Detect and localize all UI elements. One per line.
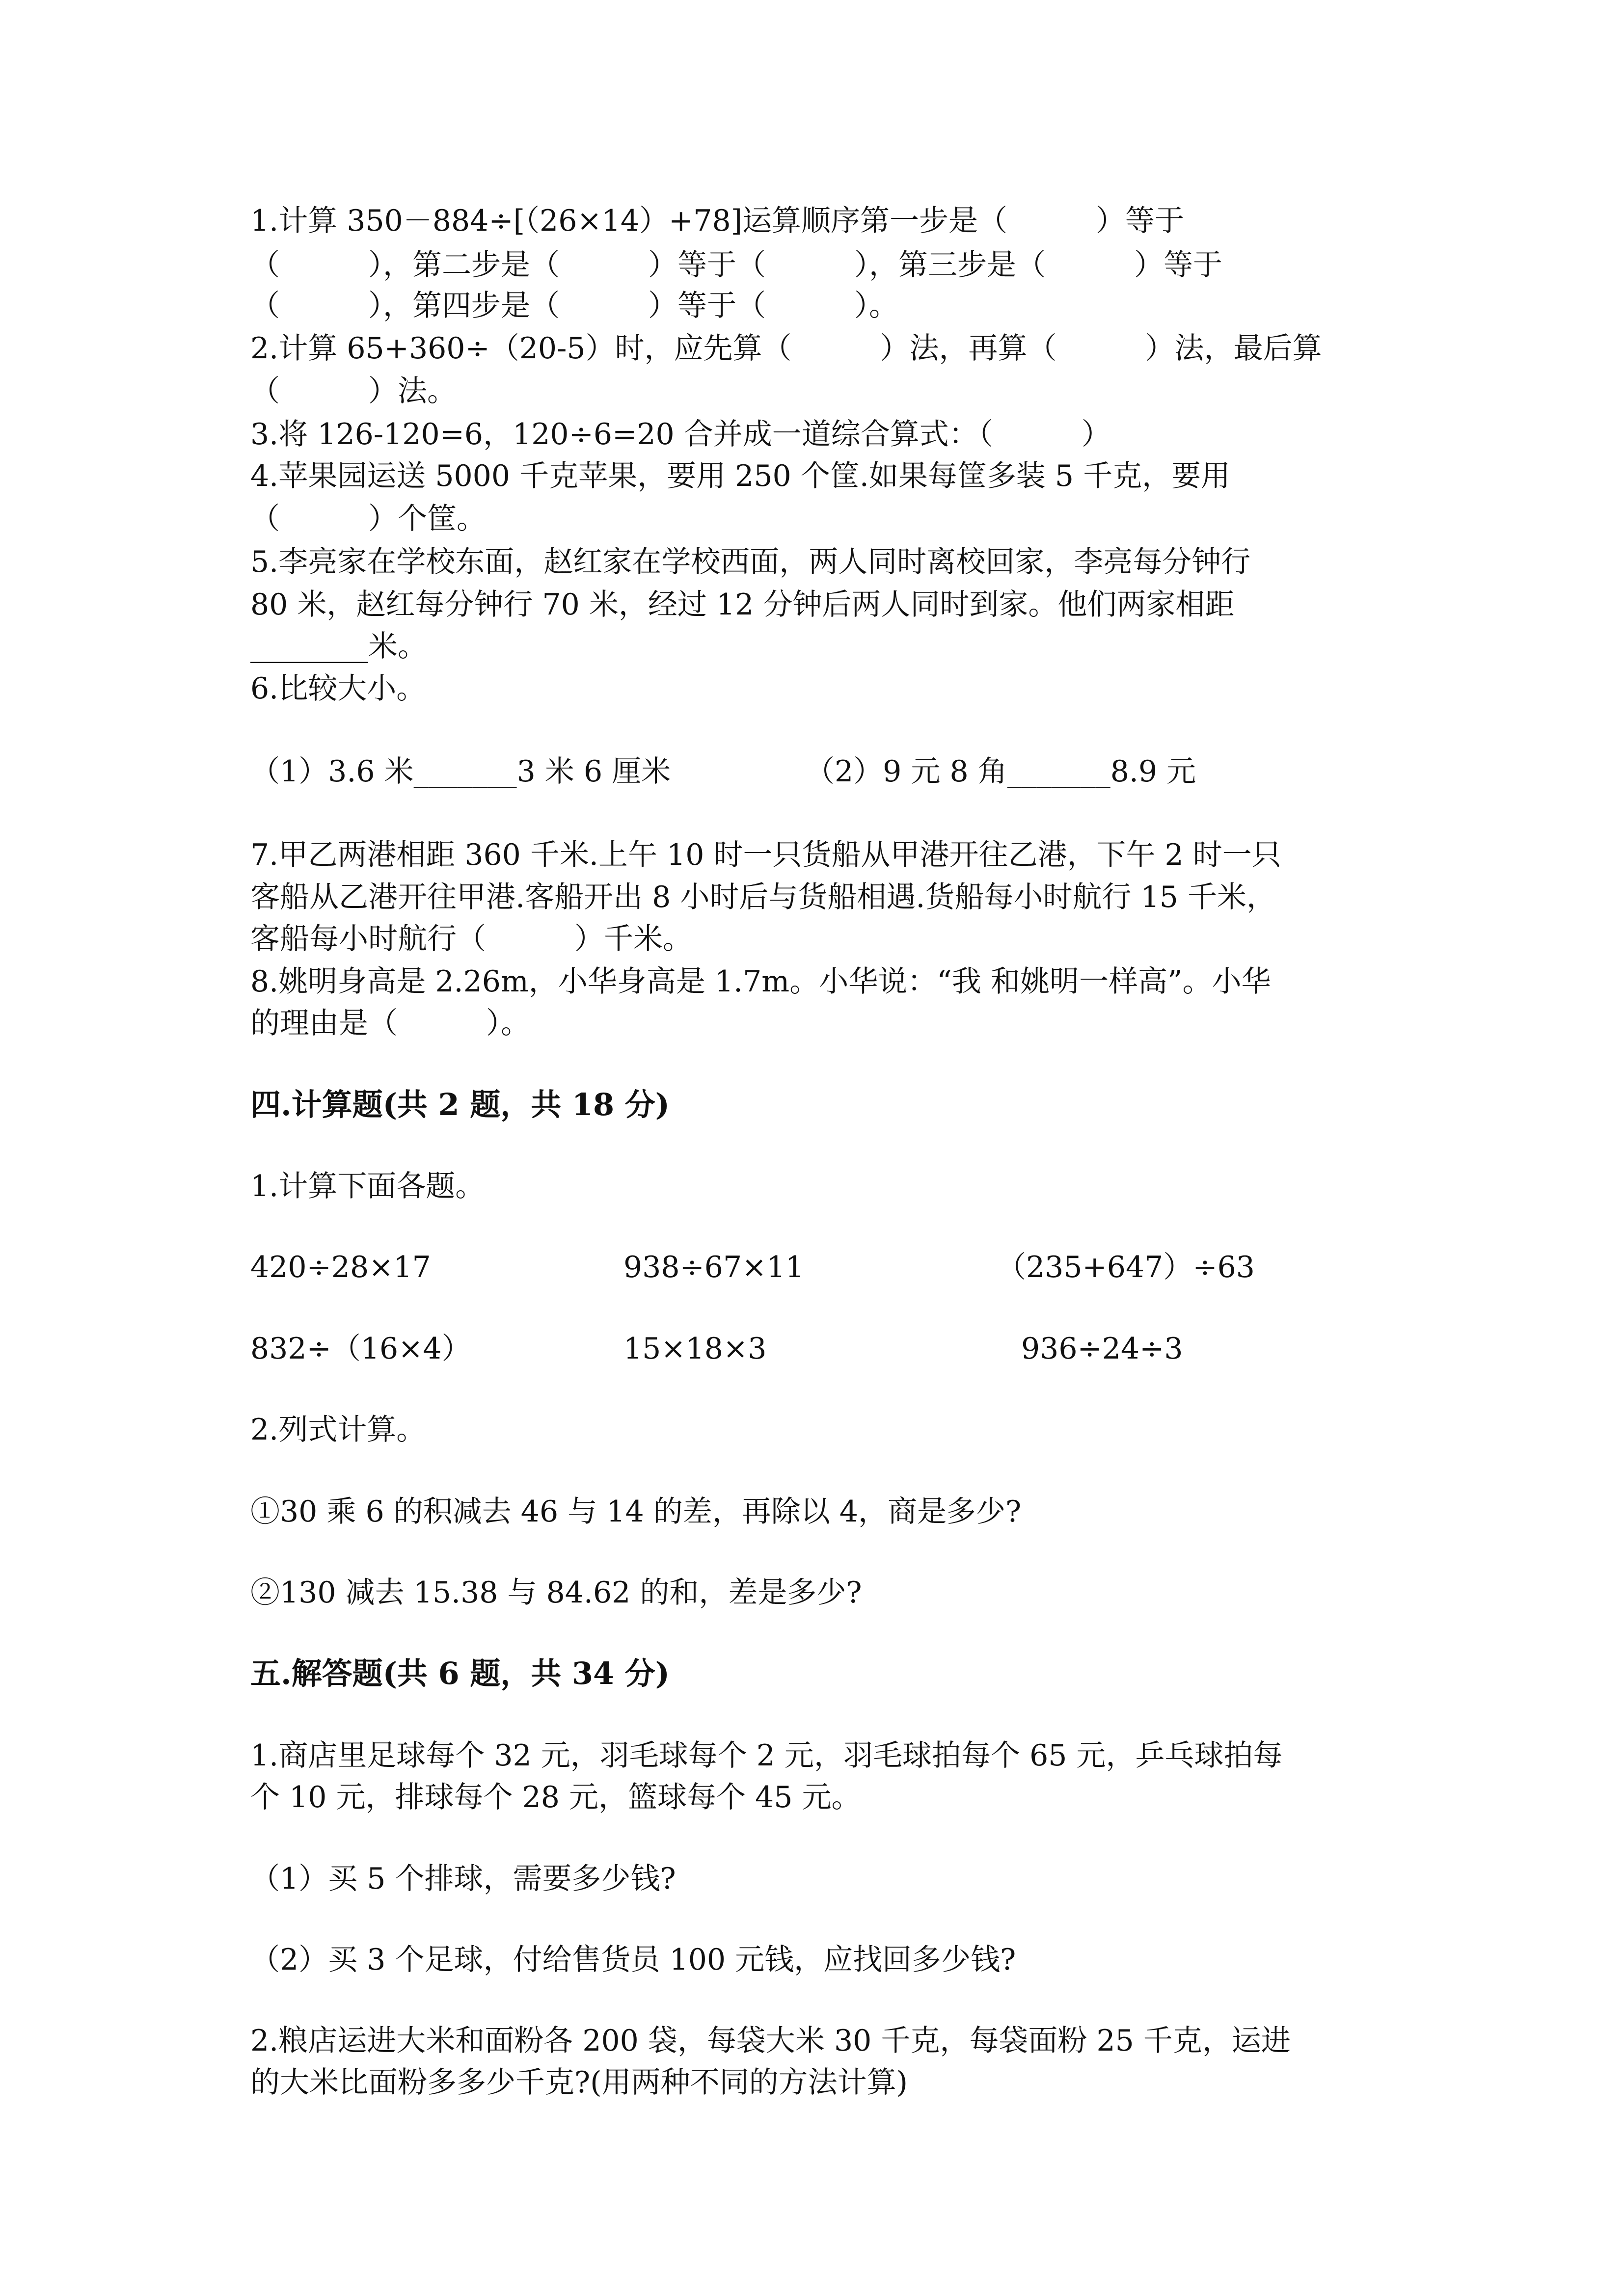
q6-stem: 6.比较大小。	[250, 671, 426, 706]
s4-q2-item-2: ②130 减去 15.38 与 84.62 的和，差是多少?	[250, 1575, 862, 1610]
q1-line-1: 1.计算 350－884÷[（26×14）+78]运算顺序第一步是（ ）等于	[250, 204, 1185, 238]
s5-q2-line-1: 2.粮店运进大米和面粉各 200 袋，每袋大米 30 千克，每袋面粉 25 千克，运进	[250, 2024, 1291, 2058]
q6-part-2: （2）9 元 8 角_______8.9 元	[805, 754, 1196, 789]
q5-line-2: 80 米，赵红每分钟行 70 米，经过 12 分钟后两人同时到家。他们两家相距	[250, 587, 1235, 622]
q6-part-1: （1）3.6 米_______3 米 6 厘米	[250, 754, 671, 789]
q8-line-2: 的理由是（ ）。	[250, 1006, 530, 1041]
s5-q1-line-1: 1.商店里足球每个 32 元，羽毛球每个 2 元，羽毛球拍每个 65 元，乒乓球拍每	[250, 1738, 1283, 1773]
s5-q2-line-2: 的大米比面粉多多少千克?(用两种不同的方法计算)	[250, 2065, 908, 2100]
q7-line-3: 客船每小时航行（ ）千米。	[250, 922, 692, 956]
q7-line-2: 客船从乙港开往甲港.客船开出 8 小时后与货船相遇.货船每小时航行 15 千米，	[250, 880, 1276, 914]
q1-line-3: （ ），第四步是（ ）等于（ ）。	[250, 289, 898, 323]
s4-q1-stem: 1.计算下面各题。	[250, 1169, 485, 1203]
q2-line-1: 2.计算 65+360÷（20-5）时，应先算（ ）法，再算（ ）法，最后算	[250, 331, 1322, 366]
q3-line-1: 3.将 126-120=6，120÷6=20 合并成一道综合算式：（ ）	[250, 417, 1111, 452]
s5-q1-line-2: 个 10 元，排球每个 28 元，篮球每个 45 元。	[250, 1780, 861, 1815]
s5-q1-part-2: （2）买 3 个足球，付给售货员 100 元钱，应找回多少钱?	[250, 1943, 1016, 1977]
s5-q1-part-1: （1）买 5 个排球，需要多少钱?	[250, 1862, 676, 1896]
s4-calc-1: 420÷28×17	[250, 1250, 431, 1284]
section-5-title: 五.解答题(共 6 题，共 34 分)	[250, 1655, 670, 1691]
s4-q2-item-1: ①30 乘 6 的积减去 46 与 14 的差，再除以 4，商是多少?	[250, 1495, 1022, 1529]
s4-q2-stem: 2.列式计算。	[250, 1413, 426, 1447]
section-4-title: 四.计算题(共 2 题，共 18 分)	[250, 1087, 670, 1122]
q8-line-1: 8.姚明身高是 2.26m，小华身高是 1.7m。小华说：“我 和姚明一样高”。小华	[250, 964, 1271, 999]
q5-line-3: ________米。	[250, 629, 427, 664]
q4-line-2: （ ）个筐。	[250, 502, 486, 536]
s4-calc-3: （235+647）÷63	[997, 1250, 1255, 1284]
q7-line-1: 7.甲乙两港相距 360 千米.上午 10 时一只货船从甲港开往乙港，下午 2 时一只	[250, 838, 1281, 872]
q1-line-2: （ ），第二步是（ ）等于（ ），第三步是（ ）等于	[250, 248, 1222, 282]
s4-calc-2: 938÷67×11	[623, 1250, 804, 1284]
q4-line-1: 4.苹果园运送 5000 千克苹果，要用 250 个筐.如果每筐多装 5 千克，要用	[250, 459, 1231, 493]
q2-line-2: （ ）法。	[250, 374, 457, 408]
s4-calc-6: 936÷24÷3	[1021, 1332, 1183, 1366]
s4-calc-5: 15×18×3	[623, 1332, 767, 1366]
s4-calc-4: 832÷（16×4）	[250, 1332, 471, 1366]
q5-line-1: 5.李亮家在学校东面，赵红家在学校西面，两人同时离校回家，李亮每分钟行	[250, 545, 1251, 579]
